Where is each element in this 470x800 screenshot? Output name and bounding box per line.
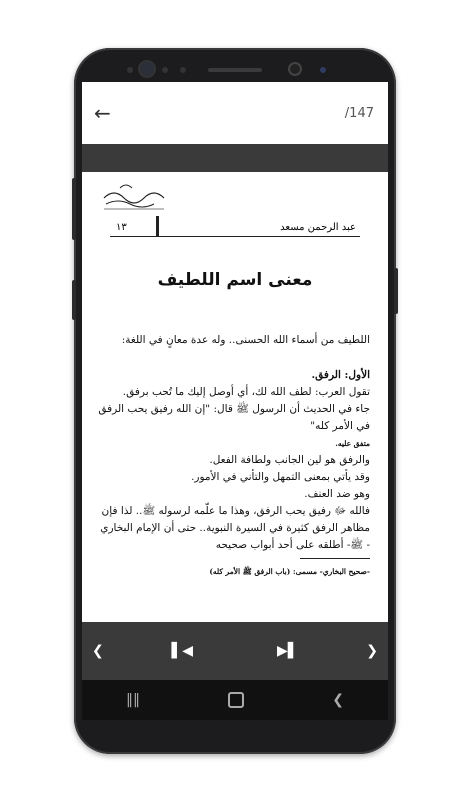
paragraph: فالله ﷻ رفيق يحب الرفق، وهذا ما علّمه لرسوله ﷺ.. لذا فإن مظاهر الرفق كثيرة في السيرة النبوية.. حتى أن الإمام البخاري - ﷺ- أطلقه على أحد أبواب صحيحه <box>100 505 370 551</box>
page-counter: /147 <box>344 105 374 121</box>
page-header <box>110 220 360 237</box>
sensor-dot <box>320 67 326 73</box>
header-page-number: ١٣ <box>116 222 127 233</box>
back-icon[interactable]: ❮ <box>332 692 344 708</box>
paragraph: اللطيف من أسماء الله الحسنى.. وله عدة معانٍ في اللغة: <box>121 334 370 346</box>
chevron-left-icon[interactable]: ❮ <box>92 643 104 659</box>
side-button-right <box>394 268 398 314</box>
chevron-right-icon[interactable]: ❯ <box>366 643 378 659</box>
volume-button <box>72 178 76 240</box>
paragraph: تقول العرب: لطف الله لك، أي أوصل إليك ما تُحب برفق. <box>122 386 370 398</box>
sensor-dot <box>180 67 186 73</box>
sensor-dot <box>127 67 133 73</box>
page-body <box>96 332 370 580</box>
sensor-dot <box>162 67 168 73</box>
speaker-grille <box>208 68 262 72</box>
recents-icon[interactable]: ‖‖ <box>126 692 141 708</box>
skip-first-icon[interactable]: ▌◀ <box>171 643 193 659</box>
reader-controls <box>82 622 388 680</box>
footnote-ref: متفق عليه. <box>335 439 370 448</box>
skip-last-icon[interactable]: ▶▌ <box>277 643 299 659</box>
power-button <box>72 280 76 320</box>
home-icon[interactable] <box>228 692 244 708</box>
header-author: عبد الرحمن مسعد <box>280 222 356 233</box>
section-heading: الأول: الرفق. <box>311 369 370 381</box>
paragraph: وقد يأتي بمعنى التمهل والتأني في الأمور. <box>191 471 370 483</box>
footnote: -صحيح البخاري- مسمى: (باب الرفق ﷺ الأمر كله) <box>209 567 370 576</box>
skip-group <box>171 643 298 659</box>
paragraph: والرفق هو لين الجانب ولطافة الفعل. <box>209 454 370 466</box>
paragraph: وهو ضد العنف. <box>304 488 370 500</box>
footnote-divider <box>300 558 370 559</box>
chapter-title: معنى اسم اللطيف <box>157 270 313 290</box>
arrow-left-icon[interactable]: ← <box>94 101 111 125</box>
system-nav-bar <box>82 680 388 720</box>
paragraph: جاء في الحديث أن الرسول ﷺ قال: "إن الله رفيق يحب الرفق في الأمر كله" <box>98 403 370 432</box>
top-dark-band <box>82 144 388 172</box>
header-divider <box>156 216 159 236</box>
publisher-logo <box>82 180 388 220</box>
screen <box>82 82 388 720</box>
top-bar <box>82 82 388 144</box>
front-camera <box>140 62 154 76</box>
selfie-camera <box>290 64 300 74</box>
